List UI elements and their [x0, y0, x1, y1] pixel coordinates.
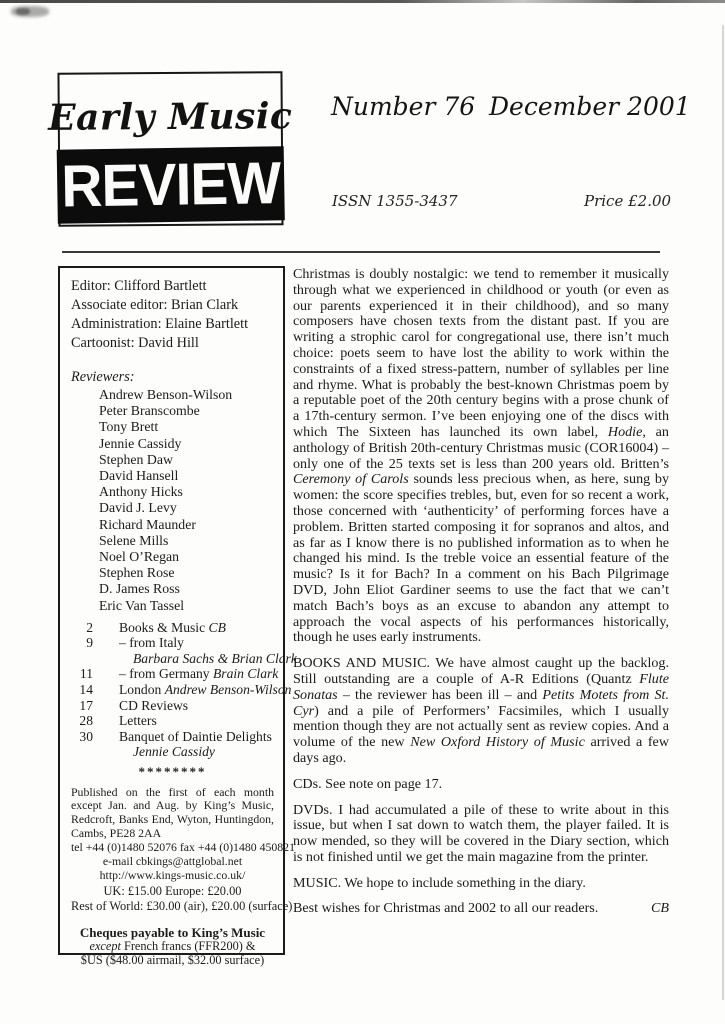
contents-page-number: 30 — [79, 728, 93, 744]
contents-row — [71, 620, 274, 636]
publisher-note: Published on the first of each month except Jan. and Aug. by King’s Music, Redcroft, Banks End, Wyton, Huntingdon, Cambs, PE28 2AA — [71, 784, 274, 840]
reviewer-name: Noel O’Regan — [99, 549, 180, 565]
staff-line-editor: Editor: Clifford Bartlett — [71, 278, 207, 294]
magazine-title-review: REVIEW — [60, 149, 281, 220]
reviewers-list — [71, 387, 274, 614]
contents-subtitle: Jennie Cassidy — [133, 744, 215, 760]
editorial-paragraph-best-wishes — [293, 901, 669, 917]
cheques-us-rates-line: $US ($48.00 airmail, $32.00 surface) — [80, 952, 265, 967]
editorial-paragraph-books-and-music: BOOKS AND MUSIC. We have almost caught up the backlog. Still outstanding are a couple of A-R Editions (Quantz Flute Sonatas – the reviewer has been ill – and Petits Motets from St. Cyr) and a pile of Performers’ Facsimiles, which I usually mention though they are not actually sent as review copies. And a volume of the new New Oxford History of Music arrived a few days ago. — [293, 655, 669, 766]
reviewer-name: Richard Maunder — [99, 516, 196, 532]
contents-row — [71, 713, 274, 729]
contents-title: Books & Music CB — [119, 619, 226, 635]
rates-rest-of-world: Rest of World: £30.00 (air), £20.00 (surface) — [71, 898, 293, 913]
reviewer-name: Andrew Benson-Wilson — [99, 387, 233, 402]
contents-title: London Andrew Benson-Wilson — [119, 682, 292, 698]
contents-title: CD Reviews — [119, 697, 189, 713]
cheques-block — [71, 926, 274, 967]
issue-date: December 2001 — [489, 92, 691, 121]
cheques-exception-line: except French francs (FFR200) & — [89, 939, 256, 954]
reviewer-name: Jennie Cassidy — [99, 435, 182, 451]
publisher-tel-fax: tel +44 (0)1480 52076 fax +44 (0)1480 450821 — [71, 840, 295, 855]
reviewer-name: Stephen Rose — [99, 565, 175, 581]
price-label: Price £2.00 — [584, 192, 672, 210]
editorial-paragraph-cds: CDs. See note on page 17. — [293, 775, 443, 792]
contents-subtitle: Barbara Sachs & Brian Clark — [133, 651, 297, 667]
reviewer-name: David J. Levy — [99, 500, 177, 516]
contents-row — [71, 682, 292, 698]
editorial-paragraph-dvds: DVDs. I had accumulated a pile of these to write about in this issue, but when I sat down to watch them, the player failed. It is now mended, so they will be covered in the Diary section, which is not finished until we get the main magazine from the printer. — [293, 801, 669, 865]
editorial-column — [293, 267, 669, 917]
publisher-website: http://www.kings-music.co.uk/ — [99, 868, 246, 883]
contents-title: – from Italy — [119, 635, 184, 651]
staff-line-cartoonist: Cartoonist: David Hill — [71, 335, 199, 351]
reviewer-name: Selene Mills — [99, 532, 169, 548]
reviewer-name: Tony Brett — [99, 419, 159, 435]
magazine-title-script: Early Music — [48, 95, 293, 139]
contents-row — [71, 698, 274, 714]
contents-row — [71, 635, 274, 651]
contents-page-number: 9 — [86, 635, 93, 651]
reviewer-name: Stephen Daw — [99, 451, 173, 467]
scan-edge-artifact — [0, 0, 725, 3]
rates-uk-europe: UK: £15.00 Europe: £20.00 — [103, 884, 242, 899]
magazine-title-band — [57, 146, 285, 224]
scan-smudge-artifact — [16, 8, 30, 15]
contents-title: Letters — [119, 713, 157, 729]
masthead-logo — [48, 71, 293, 227]
staff-line-associate-editor: Associate editor: Brian Clark — [71, 297, 239, 313]
reviewers-label: Reviewers: — [71, 369, 135, 385]
reviewer-name: Anthony Hicks — [99, 484, 183, 500]
editorial-best-wishes-text: Best wishes for Christmas and 2002 to all our readers. — [293, 900, 599, 917]
cheques-payable-line: Cheques payable to King’s Music — [79, 925, 266, 941]
issue-number: Number 76 — [331, 92, 476, 121]
reviewer-name: Eric Van Tassel — [99, 597, 185, 613]
editorial-paragraph-music: MUSIC. We hope to include something in the diary. — [293, 874, 586, 891]
editorial-paragraph-christmas: Christmas is doubly nostalgic: we tend to remember it musically through what we experienced in childhood or youth (or even as our parents experienced it in their childhood), and so many composers have chosen texts from the distant past. If you are writing a strophic carol for congregational use, there isn’t much choice: poets seem to have lost the ability to work within the constraints of a fixed stress-pattern, number of syllables per line and rhyme. What is probably the best-known Christmas poem by a reputable poet of the 20th century begins with a prose chunk of a 17th-century sermon. I’ve been enjoying one of the discs with which The Sixteen has launched its own label, Hodie, an anthology of British 20th-century Christmas music (COR16004) – only one of the 25 texts set is less than 200 years old. Britten’s Ceremony of Carols sounds less precious when, as here, sung by women: the score specifies trebles, but, even for so recent a work, those concerned with ‘authenticity’ of performing forces have a problem. Britten started composing it for sopranos and altos, and as far as I know there is no published information as to when he changed his mind. Is the treble voice an essential feature of the music? Is it for Bach? In a comment on his Bach Pilgrimage DVD, John Eliot Gardiner seems to use the fact that we can’t match Bach’s boys as an excuse to abandon any attempt to approach the vocal aspects of his performances historically, though he uses early instruments. — [293, 266, 669, 646]
contents-page-number: 2 — [86, 619, 93, 635]
info-box — [58, 266, 297, 967]
reviewer-name: Peter Branscombe — [99, 403, 200, 419]
publisher-email: e-mail cbkings@attglobal.net — [102, 854, 243, 869]
contents-page-number: 11 — [79, 666, 93, 682]
contents-page-number: 14 — [79, 682, 93, 698]
divider-rule — [62, 251, 660, 253]
publisher-block — [71, 784, 295, 913]
contents-list — [71, 619, 297, 760]
contents-title: Banquet of Daintie Delights — [119, 728, 272, 744]
staff-line-administration: Administration: Elaine Bartlett — [71, 316, 249, 332]
scan-edge-artifact — [722, 25, 724, 1000]
stars-divider: ******** — [138, 763, 207, 779]
reviewer-name: D. James Ross — [99, 581, 180, 597]
contents-row — [71, 729, 274, 745]
contents-page-number: 28 — [79, 713, 93, 729]
staff-block — [71, 277, 274, 353]
contents-row — [71, 666, 279, 682]
contents-title: – from Germany Brain Clark — [119, 666, 279, 682]
editorial-signature: CB — [650, 900, 669, 917]
reviewer-name: David Hansell — [99, 468, 179, 484]
contents-page-number: 17 — [79, 697, 93, 713]
issn-label: ISSN 1355-3437 — [332, 192, 458, 210]
